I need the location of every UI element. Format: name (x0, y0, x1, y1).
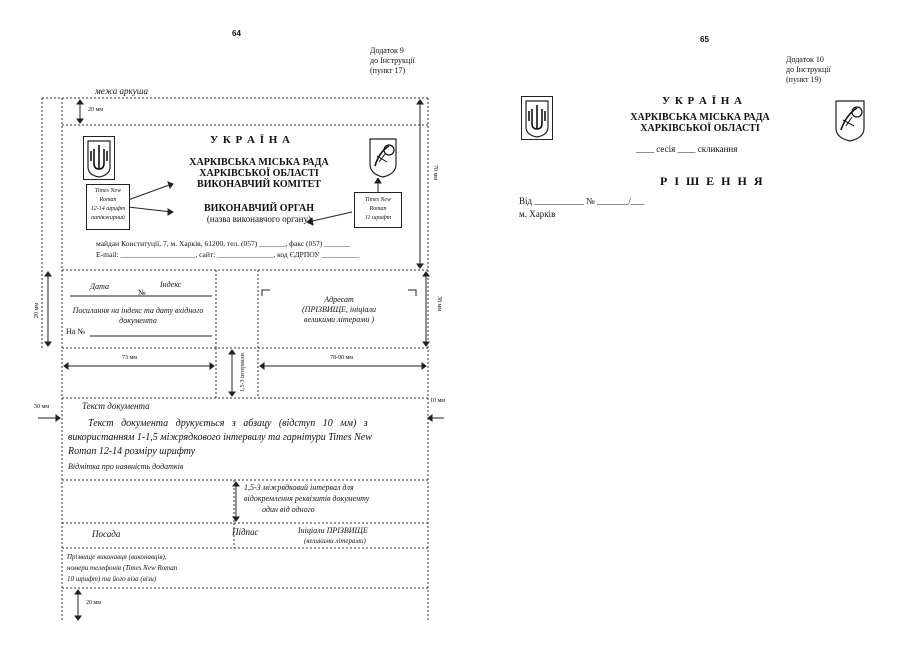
reference-label-line-1: Посилання на індекс та дату вхідного (72, 306, 204, 315)
signature-label: Підпис (232, 527, 259, 537)
from-line: Від ___________ № _______/___ (519, 196, 645, 206)
org-line-3: ВИКОНАВЧИЙ КОМІТЕТ (197, 179, 321, 190)
index-label: Індекс (160, 280, 182, 289)
exec-body-title: ВИКОНАВЧИЙ ОРГАН (204, 203, 314, 214)
page-number: 64 (232, 29, 241, 38)
position-label: Посада (92, 529, 121, 539)
sheet-border-label: межа аркуша (95, 86, 149, 96)
appendix-line-3: (пункт 19) (786, 75, 822, 84)
executor-note-line-1: Прізвище виконавця (виконавців), (67, 553, 167, 561)
org-line-2: ХАРКІВСЬКОЇ ОБЛАСТІ (199, 168, 319, 179)
kharkiv-emblem-icon (833, 98, 867, 142)
page-number: 65 (700, 35, 709, 44)
dim-right-header-label: 70 мм (432, 165, 438, 181)
dim-addressee-right-label: 78-90 мм (330, 355, 354, 361)
spacing-note-line-1: 1,5-3 міжрядковий інтервал для (244, 483, 354, 492)
appendix-line-2: до Інструкції (786, 65, 831, 74)
org-line-1: ХАРКІВСЬКА МІСЬКА РАДА (630, 112, 770, 123)
date-label: Дата (90, 282, 109, 291)
dim-top-label: 20 мм (88, 107, 104, 113)
address-line: майдан Конституції, 7, м. Харків, 61200, тел. (057) _______, факс (057) _______ (96, 239, 351, 248)
reference-label-line-2: документа (119, 316, 157, 325)
attachments-note: Відмітка про наявність додатків (68, 462, 184, 471)
country-title: У К Р А Ї Н А (662, 95, 743, 107)
name-label-line-1: Ініціали ПРІЗВИЩЕ (298, 526, 368, 535)
kharkiv-emblem-icon (367, 136, 399, 178)
dim-right-margin-label: 10 мм (430, 398, 446, 404)
executor-note-line-3: 10 шрифт) та його віза (візи) (67, 575, 157, 583)
session-line: ____ сесія ____ скликання (636, 144, 738, 154)
dim-right-address-label: 38 мм (436, 296, 442, 312)
decision-title: Р І Ш Е Н Н Я (660, 174, 765, 188)
appendix-line-1: Додаток 10 (786, 55, 824, 64)
spacing-note-line-2: відокремлення реквізитів документу (244, 494, 370, 503)
text-header: Текст документа (82, 401, 150, 411)
font-note-left-box: Times New Roman 12-14 шрифт напівжирний (86, 184, 130, 230)
appendix-line-2: до Інструкції (370, 56, 415, 65)
addressee-line-2: (ПРІЗВИЩЕ, ініціали (302, 305, 376, 314)
dim-addressee-left-label: 73 мм (122, 355, 138, 361)
text-body-line-3: Roman 12-14 розміру шрифту (68, 446, 196, 457)
name-label-line-2: (великими літерами) (304, 537, 366, 545)
org-line-1: ХАРКІВСЬКА МІСЬКА РАДА (189, 157, 329, 168)
ukraine-trident-icon (521, 96, 553, 140)
exec-body-note: (назва виконавчого органу) (206, 214, 312, 224)
font-note-right-box: Times New Roman 11 шрифт (354, 192, 402, 228)
dim-left-header-label: 20 мм (34, 302, 40, 318)
org-line-2: ХАРКІВСЬКОЇ ОБЛАСТІ (640, 123, 760, 134)
number-sign: № (138, 288, 146, 297)
text-body-line-2: використанням 1-1,5 міжрядкового інтервалу та гарнітури Times New (68, 432, 372, 443)
dim-bottom-label: 20 мм (86, 600, 102, 606)
spacing-note-line-3: один від одного (262, 505, 315, 514)
on-number-label: На № (66, 327, 85, 336)
text-body-line-1: Текст документа друкується з абзацу (відступ 10 мм) з (88, 418, 368, 429)
addressee-line-1: Адресат (324, 295, 354, 304)
appendix-line-1: Додаток 9 (370, 46, 404, 55)
appendix-line-3: (пункт 17) (370, 66, 406, 75)
contacts-line: E-mail: ____________________, сайт: _______________, код ЄДРПОУ __________ (96, 250, 359, 259)
country-title: У К Р А Ї Н А (210, 134, 291, 146)
dim-interval-label: 1,5-3 інтервали (240, 353, 246, 392)
addressee-line-3: великими літерами ) (304, 315, 374, 324)
executor-note-line-2: номери телефонів (Times New Roman (67, 564, 178, 572)
city-line: м. Харків (519, 209, 556, 219)
dim-left-margin-label: 30 мм (34, 404, 50, 410)
ukraine-trident-icon (83, 136, 115, 180)
